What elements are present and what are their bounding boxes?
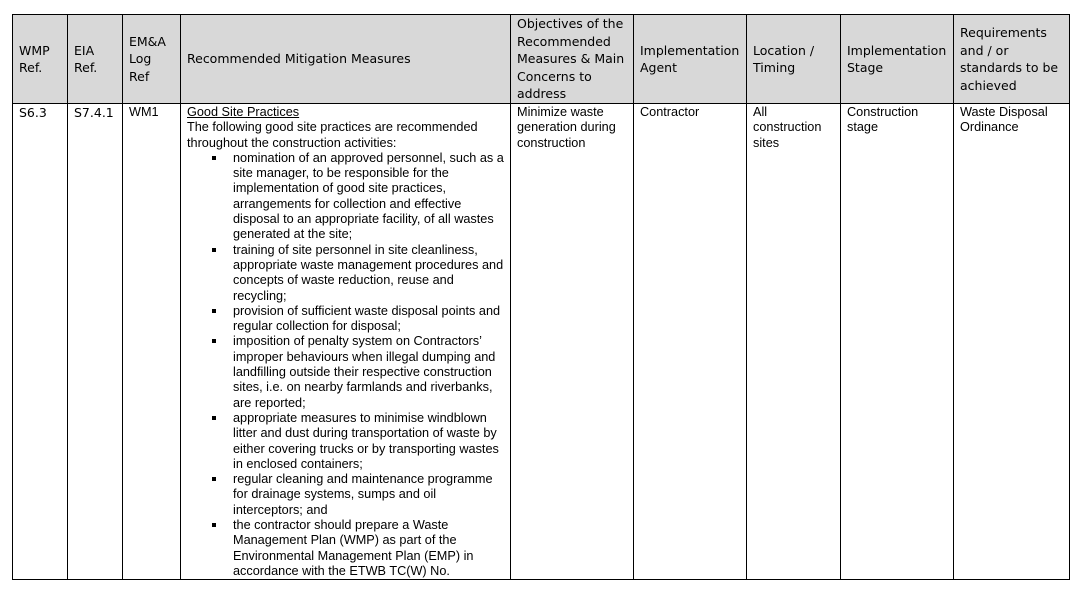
header-implementation-agent: Implementation Agent (634, 15, 747, 104)
header-mitigation-measures: Recommended Mitigation Measures (181, 15, 511, 104)
cell-implementation-stage: Construction stage (841, 104, 954, 580)
header-emna-log-ref: EM&A Log Ref (123, 15, 181, 104)
cell-wmp-ref: S6.3 (13, 104, 68, 580)
cell-emna-log-ref: WM1 (123, 104, 181, 580)
cell-implementation-agent: Contractor (634, 104, 747, 580)
list-item: the contractor should prepare a Waste Management Plan (WMP) as part of the Environmental Management Plan (EMP) in accordance with the ETWB TC(W) No. (233, 518, 504, 579)
measures-list (187, 151, 504, 579)
header-location-timing: Location / Timing (747, 15, 841, 104)
list-item: appropriate measures to minimise windblown litter and dust during transportation of waste by either covering trucks or by transporting wastes in enclosed containers; (233, 411, 504, 472)
header-eia-ref: EIA Ref. (68, 15, 123, 104)
table-header (13, 15, 1070, 104)
header-wmp-ref: WMP Ref. (13, 15, 68, 104)
mitigation-measures-table (12, 14, 1070, 580)
header-requirements: Requirements and / or standards to be achieved (954, 15, 1070, 104)
measures-intro: The following good site practices are recommended throughout the construction activities: (187, 120, 478, 150)
cell-mitigation-measures (181, 104, 511, 580)
cell-eia-ref: S7.4.1 (68, 104, 123, 580)
list-item: imposition of penalty system on Contractors’ improper behaviours when illegal dumping and landfilling outside their respective construction sites, i.e. on nearby farmlands and riverbanks, are reported; (233, 334, 504, 410)
cell-location-timing: All construction sites (747, 104, 841, 580)
table-row (13, 104, 1070, 580)
list-item: nomination of an approved personnel, such as a site manager, to be responsible for the implementation of good site practices, arrangements for collection and effective disposal to an appropriate facility, of all wastes generated at the site; (233, 150, 504, 242)
list-item: regular cleaning and maintenance programme for drainage systems, sumps and oil interceptors; and (233, 472, 504, 518)
header-objectives: Objectives of the Recommended Measures & Main Concerns to address (511, 15, 634, 104)
list-item: training of site personnel in site cleanliness, appropriate waste management procedures and concepts of waste reduction, reuse and recycling; (233, 242, 504, 303)
header-implementation-stage: Implementation Stage (841, 15, 954, 104)
cell-requirements: Waste Disposal Ordinance (954, 104, 1070, 580)
table-body (13, 104, 1070, 580)
list-item: provision of sufficient waste disposal points and regular collection for disposal; (233, 304, 504, 335)
cell-objectives: Minimize waste generation during construction (511, 104, 634, 580)
header-row (13, 15, 1070, 104)
measures-heading: Good Site Practices (187, 105, 300, 119)
